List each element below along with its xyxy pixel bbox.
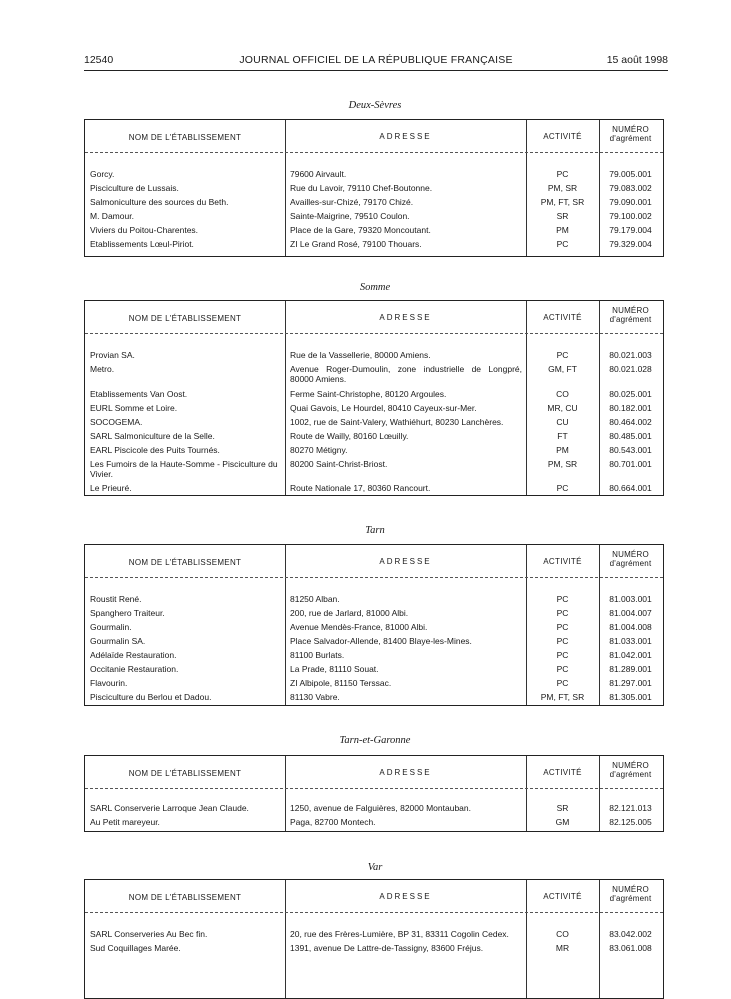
establishment-table bbox=[84, 544, 664, 706]
establishment-address: Place de la Gare, 79320 Moncoutant. bbox=[290, 225, 431, 235]
approval-number: 81.042.001 bbox=[609, 650, 652, 660]
header-address: ADRESSE bbox=[379, 313, 432, 322]
establishment-address: Quai Gavois, Le Hourdel, 80410 Cayeux-sur-Mer. bbox=[290, 403, 477, 413]
establishment-address: Avenue Roger-Dumoulin, zone industrielle de Longpré, 80000 Amiens. bbox=[290, 364, 522, 384]
approval-number: 79.329.004 bbox=[609, 239, 652, 249]
approval-number: 81.003.001 bbox=[609, 594, 652, 604]
header-number bbox=[599, 761, 662, 779]
approval-number: 80.021.028 bbox=[609, 364, 652, 374]
establishment-address: Paga, 82700 Montech. bbox=[290, 817, 376, 827]
header-number-line1: NUMÉRO bbox=[612, 761, 649, 770]
establishment-activity: PC bbox=[556, 608, 569, 618]
header-address: ADRESSE bbox=[379, 892, 432, 901]
header-number-line1: NUMÉRO bbox=[612, 306, 649, 315]
approval-number: 79.179.004 bbox=[609, 225, 652, 235]
establishment-address: La Prade, 81110 Souat. bbox=[290, 664, 379, 674]
establishment-activity: PM, FT, SR bbox=[540, 692, 585, 702]
establishment-name: Salmoniculture des sources du Beth. bbox=[90, 197, 229, 207]
header-number-line2: d'agrément bbox=[609, 315, 652, 324]
establishment-address: Ferme Saint-Christophe, 80120 Argoules. bbox=[290, 389, 447, 399]
establishment-name: Au Petit mareyeur. bbox=[90, 817, 160, 827]
header-number bbox=[599, 550, 662, 568]
page-number: 12540 bbox=[84, 54, 114, 66]
establishment-name: Roustit René. bbox=[90, 594, 142, 604]
establishment-name: Etablissements Lœul-Piriot. bbox=[90, 239, 194, 249]
establishment-name: EARL Piscicole des Puits Tournés. bbox=[90, 445, 220, 455]
establishment-activity: PC bbox=[556, 169, 569, 179]
establishment-activity: SR bbox=[556, 211, 569, 221]
establishment-activity: PM bbox=[556, 445, 569, 455]
table-header bbox=[85, 756, 663, 789]
establishment-activity: PM, FT, SR bbox=[540, 197, 585, 207]
header-name: NOM DE L'ÉTABLISSEMENT bbox=[128, 314, 242, 323]
establishment-activity: FT bbox=[557, 431, 568, 441]
header-activity: ACTIVITÉ bbox=[543, 892, 582, 901]
approval-number: 83.042.002 bbox=[609, 929, 652, 939]
establishment-activity: PC bbox=[556, 594, 569, 604]
header-activity: ACTIVITÉ bbox=[543, 557, 582, 566]
establishment-activity: PC bbox=[556, 650, 569, 660]
table-header bbox=[85, 545, 663, 578]
establishment-name: Flavourin. bbox=[90, 678, 128, 688]
approval-number: 79.090.001 bbox=[609, 197, 652, 207]
establishment-address: 200, rue de Jarlard, 81000 Albi. bbox=[290, 608, 409, 618]
establishment-address: 81130 Vabre. bbox=[290, 692, 340, 702]
establishment-table bbox=[84, 300, 664, 496]
establishment-address: 1002, rue de Saint-Valery, Wathiéhurt, 80230 Lanchères. bbox=[290, 417, 504, 427]
section-title: Tarn-et-Garonne bbox=[339, 735, 411, 746]
section-title: Deux-Sèvres bbox=[348, 100, 402, 111]
establishment-name: SARL Conserverie Larroque Jean Claude. bbox=[90, 803, 249, 813]
header-address: ADRESSE bbox=[379, 132, 432, 141]
page-header bbox=[84, 54, 668, 71]
establishment-address: Rue de la Vassellerie, 80000 Amiens. bbox=[290, 350, 431, 360]
establishment-address: Rue du Lavoir, 79110 Chef-Boutonne. bbox=[290, 183, 433, 193]
header-number bbox=[599, 306, 662, 324]
establishment-activity: PC bbox=[556, 622, 569, 632]
establishment-activity: CU bbox=[556, 417, 569, 427]
establishment-name: Gourmalin. bbox=[90, 622, 132, 632]
approval-number: 80.664.001 bbox=[609, 483, 652, 493]
establishment-table bbox=[84, 119, 664, 257]
establishment-activity: PC bbox=[556, 239, 569, 249]
establishment-activity: PC bbox=[556, 636, 569, 646]
establishment-name: SARL Salmoniculture de la Selle. bbox=[90, 431, 215, 441]
header-activity: ACTIVITÉ bbox=[543, 132, 582, 141]
header-number-line2: d'agrément bbox=[609, 134, 652, 143]
establishment-address: Route de Wailly, 80160 Lœuilly. bbox=[290, 431, 409, 441]
approval-number: 83.061.008 bbox=[609, 943, 652, 953]
establishment-activity: MR, CU bbox=[547, 403, 578, 413]
header-activity: ACTIVITÉ bbox=[543, 768, 582, 777]
section-title: Tarn bbox=[365, 525, 385, 536]
header-activity: ACTIVITÉ bbox=[543, 313, 582, 322]
approval-number: 81.297.001 bbox=[609, 678, 652, 688]
header-number bbox=[599, 885, 662, 903]
approval-number: 81.004.007 bbox=[609, 608, 652, 618]
header-name: NOM DE L'ÉTABLISSEMENT bbox=[128, 769, 242, 778]
header-name: NOM DE L'ÉTABLISSEMENT bbox=[128, 893, 242, 902]
establishment-name: Provian SA. bbox=[90, 350, 135, 360]
establishment-name: Occitanie Restauration. bbox=[90, 664, 179, 674]
approval-number: 80.182.001 bbox=[609, 403, 652, 413]
establishment-activity: PM, SR bbox=[547, 183, 578, 193]
establishment-activity: MR bbox=[555, 943, 570, 953]
establishment-name: Etablissements Van Oost. bbox=[90, 389, 188, 399]
header-number-line1: NUMÉRO bbox=[612, 125, 649, 134]
approval-number: 80.485.001 bbox=[609, 431, 652, 441]
establishment-address: 20, rue des Frères-Lumière, BP 31, 83311 Cogolin Cedex. bbox=[290, 929, 509, 939]
table-header bbox=[85, 301, 663, 334]
establishment-table bbox=[84, 755, 664, 832]
establishment-name: Gorcy. bbox=[90, 169, 115, 179]
header-name: NOM DE L'ÉTABLISSEMENT bbox=[128, 558, 242, 567]
issue-date: 15 août 1998 bbox=[606, 54, 668, 66]
establishment-name: Pisciculture du Berlou et Dadou. bbox=[90, 692, 212, 702]
header-number-line2: d'agrément bbox=[609, 559, 652, 568]
establishment-name: Les Fumoirs de la Haute-Somme - Pisciculture du Vivier. bbox=[90, 459, 278, 479]
establishment-activity: CO bbox=[556, 389, 569, 399]
establishment-address: Availles-sur-Chizé, 79170 Chizé. bbox=[290, 197, 414, 207]
approval-number: 80.021.003 bbox=[609, 350, 652, 360]
approval-number: 82.125.005 bbox=[609, 817, 652, 827]
header-name: NOM DE L'ÉTABLISSEMENT bbox=[128, 133, 242, 142]
approval-number: 80.464.002 bbox=[609, 417, 652, 427]
establishment-address: Avenue Mendès-France, 81000 Albi. bbox=[290, 622, 428, 632]
establishment-activity: PM, SR bbox=[547, 459, 578, 469]
approval-number: 80.543.001 bbox=[609, 445, 652, 455]
establishment-name: SARL Conserveries Au Bec fin. bbox=[90, 929, 208, 939]
header-number-line1: NUMÉRO bbox=[612, 885, 649, 894]
section-title: Var bbox=[367, 862, 383, 873]
establishment-address: 80270 Métigny. bbox=[290, 445, 348, 455]
establishment-name: Spanghero Traiteur. bbox=[90, 608, 165, 618]
establishment-address: 80200 Saint-Christ-Briost. bbox=[290, 459, 388, 469]
establishment-name: Pisciculture de Lussais. bbox=[90, 183, 179, 193]
establishment-address: 1250, avenue de Falguières, 82000 Montauban. bbox=[290, 803, 471, 813]
establishment-activity: PC bbox=[556, 483, 569, 493]
table-header bbox=[85, 120, 663, 153]
establishment-address: ZI Albipole, 81150 Terssac. bbox=[290, 678, 392, 688]
establishment-name: Gourmalin SA. bbox=[90, 636, 146, 646]
approval-number: 81.305.001 bbox=[609, 692, 652, 702]
establishment-name: M. Damour. bbox=[90, 211, 134, 221]
establishment-address: 1391, avenue De Lattre-de-Tassigny, 83600 Fréjus. bbox=[290, 943, 484, 953]
header-number-line2: d'agrément bbox=[609, 894, 652, 903]
establishment-name: Adélaïde Restauration. bbox=[90, 650, 177, 660]
table-header bbox=[85, 880, 663, 913]
establishment-activity: PC bbox=[556, 350, 569, 360]
header-address: ADRESSE bbox=[379, 557, 432, 566]
establishment-address: 81250 Alban. bbox=[290, 594, 340, 604]
establishment-activity: GM, FT bbox=[548, 364, 577, 374]
approval-number: 79.083.002 bbox=[609, 183, 652, 193]
establishment-name: Le Prieuré. bbox=[90, 483, 132, 493]
establishment-name: Viviers du Poitou-Charentes. bbox=[90, 225, 199, 235]
approval-number: 79.100.002 bbox=[609, 211, 652, 221]
approval-number: 82.121.013 bbox=[609, 803, 652, 813]
establishment-activity: PC bbox=[556, 664, 569, 674]
establishment-name: Sud Coquillages Marée. bbox=[90, 943, 181, 953]
establishment-activity: CO bbox=[556, 929, 569, 939]
establishment-address: ZI Le Grand Rosé, 79100 Thouars. bbox=[290, 239, 422, 249]
journal-title: JOURNAL OFFICIEL DE LA RÉPUBLIQUE FRANÇAISE bbox=[239, 54, 513, 66]
header-number-line1: NUMÉRO bbox=[612, 550, 649, 559]
establishment-name: SOCOGEMA. bbox=[90, 417, 143, 427]
establishment-activity: PC bbox=[556, 678, 569, 688]
establishment-address: 79600 Airvault. bbox=[290, 169, 347, 179]
establishment-table bbox=[84, 879, 664, 999]
approval-number: 81.033.001 bbox=[609, 636, 652, 646]
header-number bbox=[599, 125, 662, 143]
establishment-address: Place Salvador-Allende, 81400 Blaye-les-Mines. bbox=[290, 636, 472, 646]
header-address: ADRESSE bbox=[379, 768, 432, 777]
approval-number: 81.004.008 bbox=[609, 622, 652, 632]
approval-number: 80.701.001 bbox=[609, 459, 652, 469]
establishment-name: EURL Somme et Loire. bbox=[90, 403, 178, 413]
approval-number: 80.025.001 bbox=[609, 389, 652, 399]
approval-number: 81.289.001 bbox=[609, 664, 652, 674]
establishment-activity: GM bbox=[555, 817, 570, 827]
establishment-address: Sainte-Maigrine, 79510 Coulon. bbox=[290, 211, 410, 221]
establishment-address: Route Nationale 17, 80360 Rancourt. bbox=[290, 483, 431, 493]
establishment-address: 81100 Burlats. bbox=[290, 650, 345, 660]
establishment-activity: SR bbox=[556, 803, 569, 813]
establishment-name: Metro. bbox=[90, 364, 115, 374]
section-title: Somme bbox=[359, 282, 391, 293]
establishment-activity: PM bbox=[556, 225, 569, 235]
header-number-line2: d'agrément bbox=[609, 770, 652, 779]
approval-number: 79.005.001 bbox=[609, 169, 652, 179]
